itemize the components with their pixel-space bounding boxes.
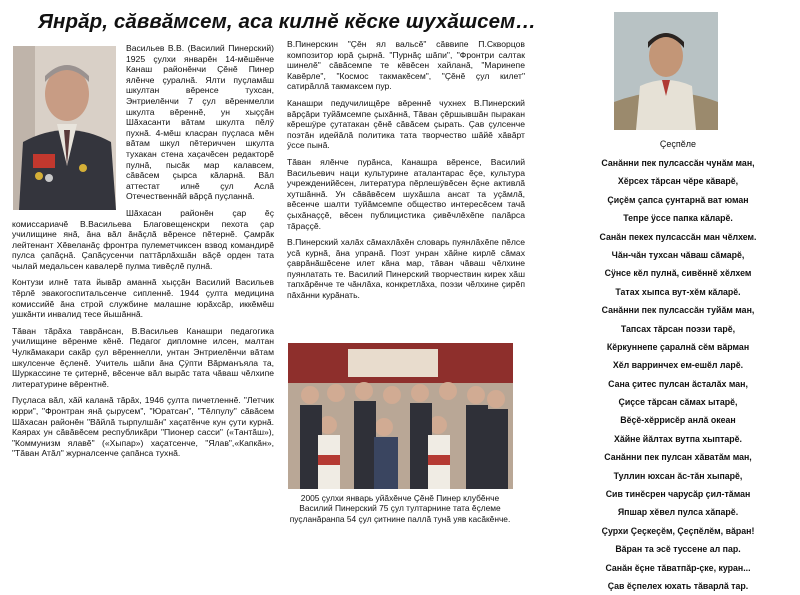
painting-illustration xyxy=(614,12,718,130)
poem-line: Çиçĕм çапса çунтарнă ват юман xyxy=(607,194,749,205)
poem-line: Çурхи Çеçкеçĕм, Çеçпĕлĕм, вăран! xyxy=(601,525,755,536)
paragraph: Пуçласа вăл, хăй каланă тăрăх, 1946 çулта пичетленнĕ. "Летчик юрри", "Фронтран янă çырусем", "Юратсан", "Тĕлпулу" сăвăсем Шăхасан районĕн "Вăйлă тырпулшăн" хаçатĕнче кун çути курнă. Каярах ун сăвăвĕсем республикăри "Пионер сасси" («Тантăш»), "Коммунизм ялавĕ" («Хыпар») хаçатсенче, "Ялав",«Капкăн», "Тăван Атăл" журналсенче çапăнса тухнă. xyxy=(12,395,274,459)
paragraph: В.Пинерский халăх сăмахлăхĕн словарь пуянлăхĕпе пĕлсе усă курнă, ăна упранă. Поэт унран хăйне кирлĕ сăмах çаврăнăшĕсене илет кăна мар, тăван чăваш чĕлхине пуянлатать те. Василий Пинерский творчествин кирек хăш тапхăрĕнче те чăнлăха, конкретлăха, поэзи чĕлхине çирĕп пăхăнни курăнать. xyxy=(287,237,525,301)
poem-line: Çав ĕçпелех юхать тăварлă тар. xyxy=(607,580,749,591)
poem-line: Çиçсе тăрсан сăмах ытарĕ, xyxy=(618,397,738,408)
column-middle xyxy=(287,39,525,307)
poem-line: Сана çитес пулсан ăсталăх ман, xyxy=(608,378,748,389)
paragraph: В.Пинерскин "Çĕн ял вальсĕ" сăввипе П.Скворцов композитор юрă çырнă. "Пурнăç шăпи", "Фронтри салтак шинелĕ" сăвăсемпе те кĕвĕсен хайланă, "Маринепе Кавĕрле", "Космос такмакĕсем", "Çĕнĕ çул килет" сатирăллă такмаксем пур. xyxy=(287,39,525,92)
poem-line: Вĕçĕ-хĕррисĕр анлă океан xyxy=(620,415,736,426)
paragraph: Шăхасан районĕн çар ĕç комиссариачĕ В.Васильева Благовещенскри пехота çар училищине янă, ăна вăл ăнăçлă вĕренсе пĕтернĕ. Çамрăк лейтенант Хĕвеланăç фронтра пулеметчиксен взвод командирĕ пулса çапăçнă. Çапăçусенчи паттăрлăхшăн вăçĕ орден тата чылай медальсен кавалерĕ пулма тивĕçлĕ пулнă. xyxy=(12,207,274,271)
poem xyxy=(578,139,778,595)
poem-line: Тапсах тăрсан поэзи тарĕ, xyxy=(620,323,736,334)
poem-line: Санăн ĕçне тăватпăр-çке, куран... xyxy=(605,562,751,573)
poem-line: Сÿнсе кĕл пулнă, сивĕннĕ хĕлхем xyxy=(604,268,752,279)
poet-portrait-painting xyxy=(614,12,718,130)
poem-title: Çеçпĕле xyxy=(659,139,697,149)
poem-line: Вăран та эсĕ туссене ал пар. xyxy=(615,544,741,555)
paragraph: Канашри педучилищĕре вĕреннĕ чухнех В.Пинерский вăрçăри туйăмсемпе çыхăннă, Тăван çĕршывшăн пыракан кĕрешÿре çутатакан çĕнĕ сăвăсем çырать. Çав çулсенче поэтăн идейăлă политика тата творчество шăйĕ хăвăрт ÿссе пынă. xyxy=(287,97,525,151)
group-photo xyxy=(288,343,513,489)
paragraph: Тăван тăрăха таврăнсан, В.Васильев Канашри педагогика училищине вĕренме кĕнĕ. Педагог дипломне илсен, малтан Чулкăмакари сакăр çул вĕреннелли, унтан Энтриелĕнчи вăтам шкулсенче ĕçленĕ. Учитель шăпи ăна Çÿпти Вăрманъяла та, Шуркассине те çитернĕ, вĕсенче вăл вырăс тата чăваш чĕлхипе литературине вĕрентнĕ. xyxy=(12,325,274,389)
poem-line: Санăнни пек пулсассăн чунăм ман, xyxy=(601,158,755,168)
poem-line: Кĕркуннепе çаралнă сĕм вăрман xyxy=(606,341,750,352)
poem-line: Япшар хĕвел пулса хăпарĕ. xyxy=(617,507,739,518)
group-photo-illustration xyxy=(288,343,513,489)
poem-line: Хĕл варринчех ем-ешĕл ларĕ. xyxy=(612,360,744,371)
poem-line: Сив тинĕсрен чарусăр çил-тăман xyxy=(605,489,751,500)
poem-line: Чăн-чăн тухсан чăваш сăмарĕ, xyxy=(611,249,745,260)
poem-line: Татах хыпса вут-хĕм кăларĕ. xyxy=(615,286,741,297)
poem-line: Туллин юхсан ăс-тăн хыпарĕ, xyxy=(613,470,743,481)
poem-line: Хĕрсех тăрсан чĕре кăварĕ, xyxy=(617,176,739,187)
poem-line: Санăнни пек пулсассăн туйăм ман, xyxy=(601,305,755,316)
poem-line: Санăнни пек пулсан хăватăм ман, xyxy=(604,452,752,463)
paragraph: Контузи илнĕ тата йывăр аманнă хыççăн Василий Васильев тĕрлĕ эвакогоспитальсенче сипленнĕ. 1944 çулта медицина комиссийĕ ăна строй службине малашне юрăхсăр, иккĕмĕш ушкăнти инвалид тесе йышăннă. xyxy=(12,277,274,320)
paragraph: Тăван ялĕнче пурăнса, Канашра вĕренсе, Василий Васильевич наци культурине аталантарас ĕçе, культура учрежденийĕсен, литература пĕрлешÿвĕсен ĕçне активлă хутшăннă. Ун сăвăвĕсем шухăшла ансат та уçăмлă, вĕсенче шалти туйăмсемпе общество интересĕсем тачă çыхăнаççĕ, вĕсен публицистика çивĕчлĕхĕпе палăрса тăраççĕ. xyxy=(287,156,525,231)
page-title: Янрăр, сăввăмсем, аса килнĕ кĕске шухăшсем… xyxy=(38,10,537,33)
paragraph: Васильев В.В. (Василий Пинерский) 1925 çулхи январĕн 14-мĕшĕнче Канаш районĕнчи Çĕнĕ Пинер ялĕнче çуралнă. Ялти пуçламăш шкултан вĕренсе тухсан, Энтриелĕнчи 7 çул вĕренмелли шкулта вĕреннĕ, ун хыççăн Шăхасанти вăтам шкулта пĕлÿ пухнă. 4-мĕш класран пуçласа мĕн вăтам шкул пĕтериччен шкулта тухакан стена хаçачĕсен редакторĕ пулнă, пысăк мар калавсем, сăвăсем çырса кăларнă. Вăл аттестат илнĕ çул Аслă Отечественнăй вăрçă пуçланнă. xyxy=(126,43,274,202)
veteran-portrait-photo xyxy=(13,46,116,210)
poem-line: Тепре ÿссе папка кăларĕ. xyxy=(623,213,733,224)
poem-line: Хăйне йăлтах вутпа хыптарĕ. xyxy=(613,433,743,444)
photo-caption: 2005 çулхи январь уйăхĕнче Çĕнĕ Пинер клубĕнче Василий Пинерский 75 çул тултарнине тата ĕçлеме пуçланăранпа 54 çул çитнине паллă тунă уяв касăкĕнче. xyxy=(289,493,511,524)
poem-line: Санăн пекех пулсассăн ман чĕлхем. xyxy=(599,231,757,242)
portrait-illustration xyxy=(13,46,116,210)
